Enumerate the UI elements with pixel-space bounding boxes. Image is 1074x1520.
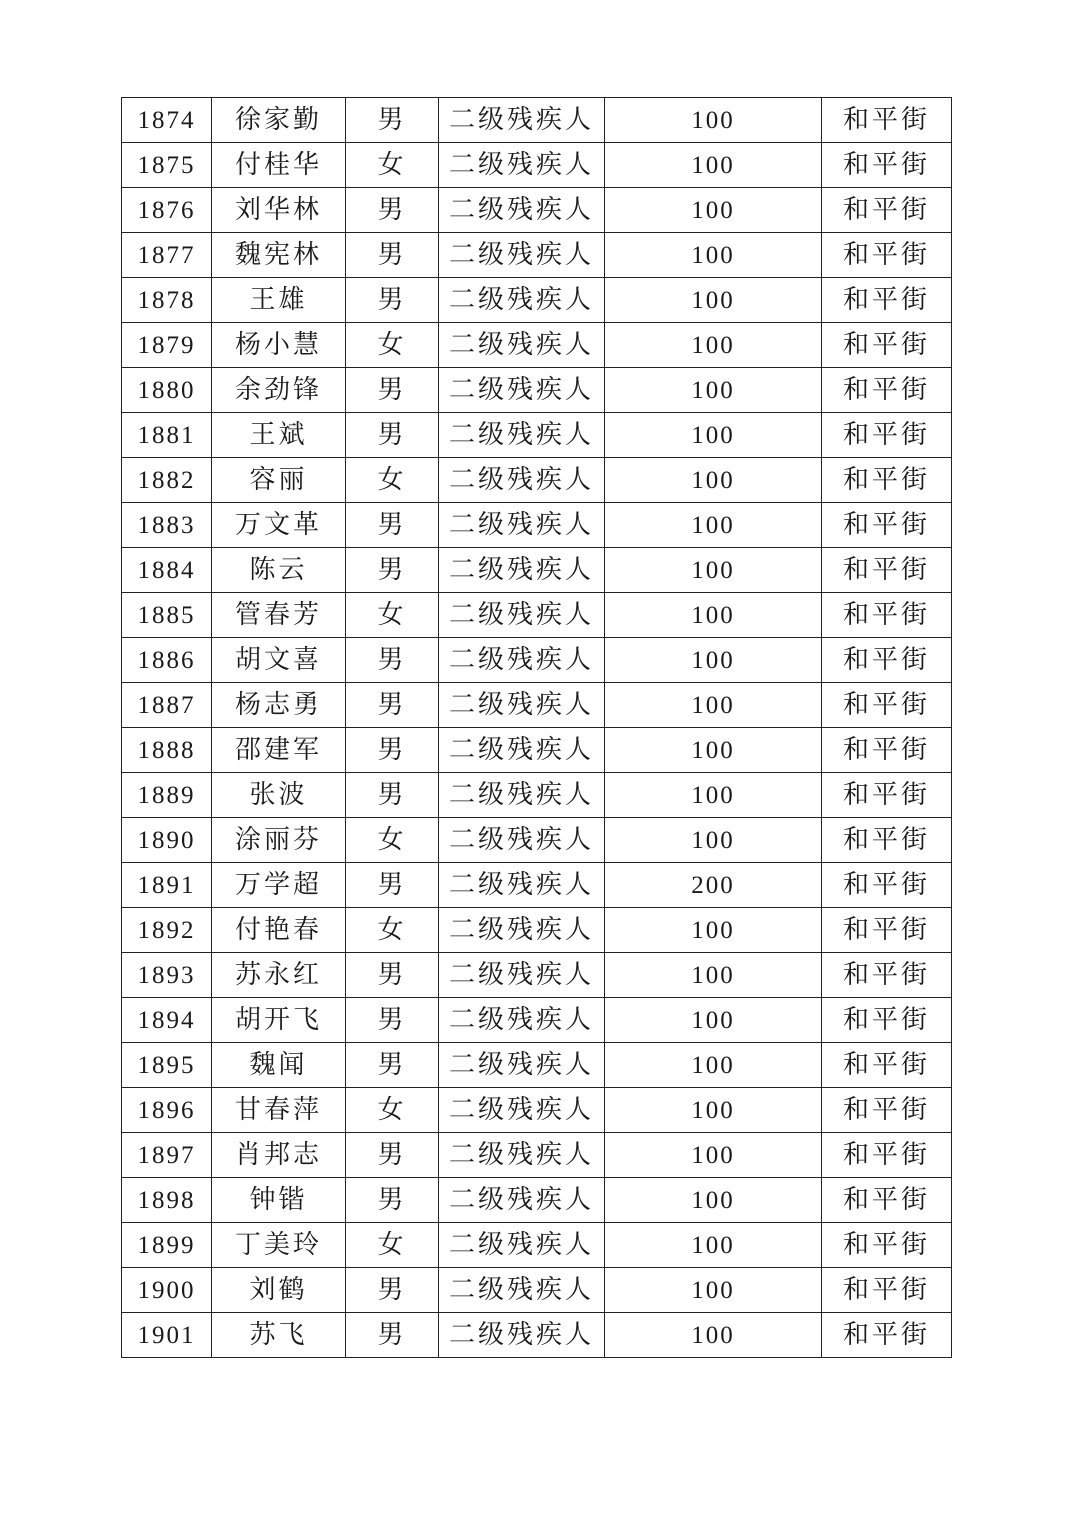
table-row: [122, 728, 952, 773]
cell-street: 和平街: [822, 593, 952, 638]
cell-amount: 100: [605, 143, 822, 188]
cell-amount: 100: [605, 503, 822, 548]
table-row: [122, 1268, 952, 1313]
cell-category: 二级残疾人: [439, 98, 605, 143]
cell-name: 万文革: [212, 503, 346, 548]
cell-category: 二级残疾人: [439, 503, 605, 548]
cell-category: 二级残疾人: [439, 413, 605, 458]
cell-category: 二级残疾人: [439, 773, 605, 818]
cell-street: 和平街: [822, 908, 952, 953]
cell-name: 余劲锋: [212, 368, 346, 413]
cell-serial-number: 1875: [122, 143, 212, 188]
roster-table: [121, 97, 952, 1358]
cell-gender: 男: [346, 188, 439, 233]
cell-gender: 男: [346, 998, 439, 1043]
table-row: [122, 863, 952, 908]
table-row: [122, 413, 952, 458]
cell-name: 邵建军: [212, 728, 346, 773]
cell-gender: 女: [346, 1088, 439, 1133]
cell-gender: 女: [346, 593, 439, 638]
cell-amount: 100: [605, 908, 822, 953]
cell-serial-number: 1880: [122, 368, 212, 413]
cell-gender: 女: [346, 458, 439, 503]
cell-gender: 男: [346, 683, 439, 728]
cell-street: 和平街: [822, 998, 952, 1043]
cell-serial-number: 1882: [122, 458, 212, 503]
cell-amount: 100: [605, 683, 822, 728]
cell-amount: 100: [605, 1268, 822, 1313]
cell-gender: 男: [346, 1043, 439, 1088]
table-row: [122, 908, 952, 953]
cell-gender: 男: [346, 773, 439, 818]
cell-serial-number: 1879: [122, 323, 212, 368]
cell-street: 和平街: [822, 728, 952, 773]
cell-street: 和平街: [822, 503, 952, 548]
cell-serial-number: 1884: [122, 548, 212, 593]
cell-street: 和平街: [822, 1268, 952, 1313]
cell-serial-number: 1896: [122, 1088, 212, 1133]
cell-gender: 男: [346, 503, 439, 548]
cell-category: 二级残疾人: [439, 1268, 605, 1313]
cell-street: 和平街: [822, 368, 952, 413]
cell-amount: 100: [605, 638, 822, 683]
cell-street: 和平街: [822, 233, 952, 278]
cell-gender: 男: [346, 1268, 439, 1313]
cell-category: 二级残疾人: [439, 188, 605, 233]
table-row: [122, 1043, 952, 1088]
table-row: [122, 548, 952, 593]
cell-amount: 100: [605, 458, 822, 503]
cell-street: 和平街: [822, 143, 952, 188]
cell-name: 涂丽芬: [212, 818, 346, 863]
table-row: [122, 323, 952, 368]
cell-street: 和平街: [822, 98, 952, 143]
table-row: [122, 593, 952, 638]
cell-amount: 100: [605, 1223, 822, 1268]
cell-amount: 100: [605, 953, 822, 998]
cell-street: 和平街: [822, 1223, 952, 1268]
cell-name: 肖邦志: [212, 1133, 346, 1178]
cell-category: 二级残疾人: [439, 458, 605, 503]
cell-category: 二级残疾人: [439, 278, 605, 323]
cell-street: 和平街: [822, 1043, 952, 1088]
cell-category: 二级残疾人: [439, 593, 605, 638]
cell-serial-number: 1881: [122, 413, 212, 458]
cell-name: 苏飞: [212, 1313, 346, 1358]
table-row: [122, 188, 952, 233]
cell-name: 刘华林: [212, 188, 346, 233]
cell-gender: 男: [346, 638, 439, 683]
cell-category: 二级残疾人: [439, 953, 605, 998]
cell-street: 和平街: [822, 323, 952, 368]
cell-name: 胡开飞: [212, 998, 346, 1043]
cell-gender: 男: [346, 98, 439, 143]
table-row: [122, 773, 952, 818]
cell-category: 二级残疾人: [439, 323, 605, 368]
cell-category: 二级残疾人: [439, 818, 605, 863]
cell-amount: 100: [605, 773, 822, 818]
cell-name: 万学超: [212, 863, 346, 908]
cell-category: 二级残疾人: [439, 638, 605, 683]
cell-name: 胡文喜: [212, 638, 346, 683]
cell-serial-number: 1901: [122, 1313, 212, 1358]
cell-serial-number: 1891: [122, 863, 212, 908]
cell-amount: 200: [605, 863, 822, 908]
cell-street: 和平街: [822, 773, 952, 818]
table-row: [122, 818, 952, 863]
cell-amount: 100: [605, 593, 822, 638]
cell-name: 徐家勤: [212, 98, 346, 143]
cell-name: 刘鹤: [212, 1268, 346, 1313]
cell-category: 二级残疾人: [439, 1223, 605, 1268]
cell-street: 和平街: [822, 1313, 952, 1358]
table-row: [122, 143, 952, 188]
table-row: [122, 368, 952, 413]
cell-street: 和平街: [822, 548, 952, 593]
cell-serial-number: 1892: [122, 908, 212, 953]
cell-street: 和平街: [822, 638, 952, 683]
cell-serial-number: 1876: [122, 188, 212, 233]
cell-serial-number: 1885: [122, 593, 212, 638]
cell-serial-number: 1889: [122, 773, 212, 818]
table-row: [122, 503, 952, 548]
cell-gender: 男: [346, 233, 439, 278]
cell-name: 陈云: [212, 548, 346, 593]
cell-gender: 女: [346, 1223, 439, 1268]
cell-gender: 男: [346, 548, 439, 593]
cell-street: 和平街: [822, 1088, 952, 1133]
cell-serial-number: 1886: [122, 638, 212, 683]
cell-amount: 100: [605, 98, 822, 143]
table-row: [122, 1088, 952, 1133]
cell-name: 王斌: [212, 413, 346, 458]
cell-gender: 男: [346, 278, 439, 323]
cell-serial-number: 1894: [122, 998, 212, 1043]
cell-street: 和平街: [822, 1133, 952, 1178]
table-row: [122, 953, 952, 998]
cell-street: 和平街: [822, 413, 952, 458]
cell-serial-number: 1874: [122, 98, 212, 143]
cell-gender: 女: [346, 908, 439, 953]
table-row: [122, 1313, 952, 1358]
cell-amount: 100: [605, 1043, 822, 1088]
cell-street: 和平街: [822, 1178, 952, 1223]
cell-amount: 100: [605, 413, 822, 458]
cell-name: 王雄: [212, 278, 346, 323]
table-row: [122, 1178, 952, 1223]
table-row: [122, 998, 952, 1043]
cell-serial-number: 1890: [122, 818, 212, 863]
cell-category: 二级残疾人: [439, 1313, 605, 1358]
table-row: [122, 98, 952, 143]
cell-gender: 女: [346, 143, 439, 188]
cell-serial-number: 1898: [122, 1178, 212, 1223]
cell-name: 付桂华: [212, 143, 346, 188]
cell-serial-number: 1887: [122, 683, 212, 728]
table-row: [122, 458, 952, 503]
cell-street: 和平街: [822, 863, 952, 908]
cell-street: 和平街: [822, 818, 952, 863]
cell-category: 二级残疾人: [439, 683, 605, 728]
cell-category: 二级残疾人: [439, 233, 605, 278]
table-row: [122, 1133, 952, 1178]
cell-name: 魏闻: [212, 1043, 346, 1088]
cell-category: 二级残疾人: [439, 1088, 605, 1133]
cell-serial-number: 1877: [122, 233, 212, 278]
cell-category: 二级残疾人: [439, 548, 605, 593]
cell-category: 二级残疾人: [439, 368, 605, 413]
cell-serial-number: 1878: [122, 278, 212, 323]
cell-gender: 男: [346, 1178, 439, 1223]
cell-name: 甘春萍: [212, 1088, 346, 1133]
cell-name: 杨小慧: [212, 323, 346, 368]
cell-amount: 100: [605, 818, 822, 863]
cell-gender: 男: [346, 1133, 439, 1178]
cell-serial-number: 1897: [122, 1133, 212, 1178]
cell-gender: 男: [346, 863, 439, 908]
cell-street: 和平街: [822, 188, 952, 233]
cell-name: 苏永红: [212, 953, 346, 998]
cell-category: 二级残疾人: [439, 908, 605, 953]
cell-amount: 100: [605, 1313, 822, 1358]
cell-name: 杨志勇: [212, 683, 346, 728]
cell-category: 二级残疾人: [439, 998, 605, 1043]
cell-gender: 男: [346, 953, 439, 998]
cell-amount: 100: [605, 728, 822, 773]
cell-amount: 100: [605, 323, 822, 368]
cell-amount: 100: [605, 1133, 822, 1178]
table-row: [122, 1223, 952, 1268]
cell-amount: 100: [605, 1088, 822, 1133]
cell-name: 容丽: [212, 458, 346, 503]
cell-category: 二级残疾人: [439, 143, 605, 188]
cell-serial-number: 1899: [122, 1223, 212, 1268]
cell-gender: 男: [346, 1313, 439, 1358]
cell-gender: 男: [346, 728, 439, 773]
cell-amount: 100: [605, 368, 822, 413]
cell-category: 二级残疾人: [439, 1133, 605, 1178]
cell-category: 二级残疾人: [439, 1178, 605, 1223]
cell-name: 丁美玲: [212, 1223, 346, 1268]
cell-name: 张波: [212, 773, 346, 818]
cell-serial-number: 1893: [122, 953, 212, 998]
cell-street: 和平街: [822, 953, 952, 998]
table-row: [122, 638, 952, 683]
cell-name: 管春芳: [212, 593, 346, 638]
cell-amount: 100: [605, 1178, 822, 1223]
cell-name: 魏宪林: [212, 233, 346, 278]
cell-street: 和平街: [822, 278, 952, 323]
cell-amount: 100: [605, 188, 822, 233]
cell-category: 二级残疾人: [439, 728, 605, 773]
cell-street: 和平街: [822, 683, 952, 728]
cell-amount: 100: [605, 998, 822, 1043]
cell-gender: 女: [346, 323, 439, 368]
cell-gender: 女: [346, 818, 439, 863]
cell-category: 二级残疾人: [439, 1043, 605, 1088]
cell-serial-number: 1900: [122, 1268, 212, 1313]
cell-street: 和平街: [822, 458, 952, 503]
table-row: [122, 233, 952, 278]
cell-serial-number: 1888: [122, 728, 212, 773]
table-row: [122, 683, 952, 728]
cell-gender: 男: [346, 413, 439, 458]
cell-serial-number: 1895: [122, 1043, 212, 1088]
cell-amount: 100: [605, 278, 822, 323]
cell-name: 付艳春: [212, 908, 346, 953]
cell-name: 钟锴: [212, 1178, 346, 1223]
cell-category: 二级残疾人: [439, 863, 605, 908]
cell-gender: 男: [346, 368, 439, 413]
table-row: [122, 278, 952, 323]
cell-amount: 100: [605, 548, 822, 593]
cell-serial-number: 1883: [122, 503, 212, 548]
cell-amount: 100: [605, 233, 822, 278]
roster-table-body: [122, 98, 952, 1358]
